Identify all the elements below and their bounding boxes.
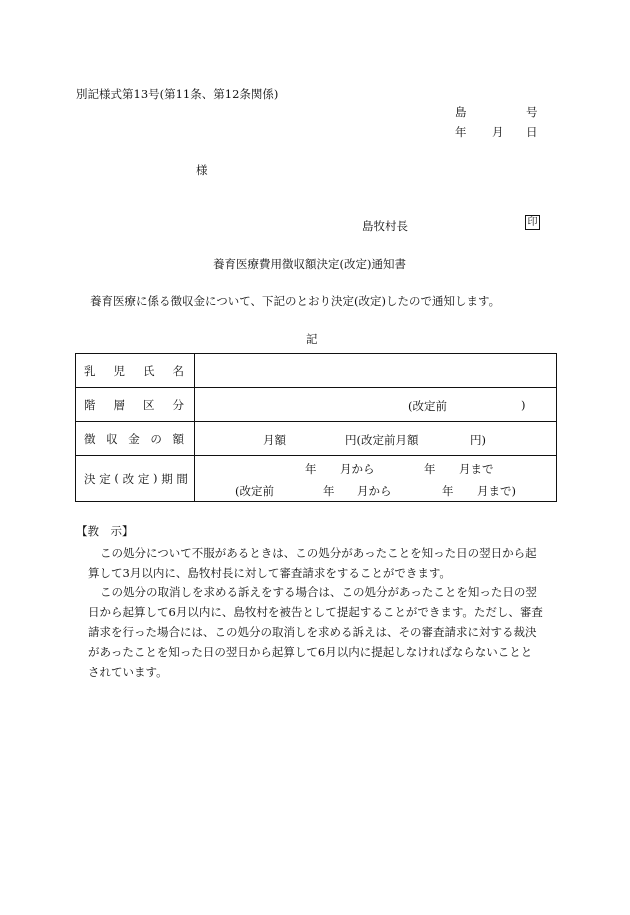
table-row	[76, 388, 557, 422]
label-char: 収	[106, 431, 118, 446]
label-char: )	[153, 470, 158, 485]
label-decision-period	[76, 456, 195, 502]
label-char: (	[114, 470, 119, 485]
notice-line: 日から起算して6月以内に、島牧村を被告として提起することができます。ただし、審査	[88, 605, 543, 619]
document-number-suffix: 号	[526, 105, 538, 119]
notice-paragraph-2	[88, 582, 548, 682]
yen-prev-label: 円(改定前月額	[345, 433, 419, 447]
prev-value-close: )	[521, 398, 526, 412]
label-char: 乳	[84, 363, 96, 378]
period-year: 年	[305, 462, 317, 476]
table-row	[76, 456, 557, 502]
label-char: 定	[137, 471, 150, 486]
period-month-from: 月から	[340, 462, 375, 476]
label-char: 区	[143, 397, 155, 412]
label-char: の	[150, 431, 162, 446]
label-char: 児	[113, 363, 125, 378]
notice-heading: 【教 示】	[76, 524, 134, 538]
label-char: 額	[172, 431, 184, 446]
date-month: 月	[492, 125, 504, 139]
label-char: 改	[122, 471, 135, 486]
value-infant-name	[195, 354, 557, 388]
label-char: 徴	[84, 431, 96, 446]
lead-text: 養育医療に係る徴収金について、下記のとおり決定(改定)したので通知します。	[90, 294, 501, 308]
prev-period-month-to: 月まで)	[477, 484, 516, 498]
label-collection-amount	[76, 422, 195, 456]
ki-heading: 記	[306, 332, 318, 346]
period-year: 年	[424, 462, 436, 476]
label-char: 氏	[143, 363, 155, 378]
value-decision-period	[195, 456, 557, 502]
notice-line: されています。	[88, 665, 168, 679]
yen-close-label: 円)	[470, 433, 486, 447]
prev-period-year: 年	[323, 484, 335, 498]
label-char: 名	[172, 363, 184, 378]
issuer-name: 島牧村長	[362, 219, 408, 233]
notice-line: があったことを知った日の翌日から起算して6月以内に提起しなければならないことと	[88, 645, 533, 659]
label-char: 金	[128, 431, 140, 446]
prev-period-year: 年	[442, 484, 454, 498]
prev-period-month-from: 月から	[357, 484, 392, 498]
notice-line: 請求を行った場合には、この処分の取消しを求める訴えは、その審査請求に対する裁決	[88, 625, 537, 639]
notice-line: この処分の取消しを求める訴えをする場合は、この処分があったことを知った日の翌	[100, 585, 537, 599]
label-char: 期	[161, 471, 173, 486]
label-char: 階	[84, 397, 96, 412]
value-income-bracket	[195, 388, 557, 422]
form-reference: 別記様式第13号(第11条、第12条関係)	[76, 87, 279, 101]
seal-mark: 印	[525, 215, 540, 230]
table-row	[76, 422, 557, 456]
date-year: 年	[455, 125, 467, 139]
label-income-bracket	[76, 388, 195, 422]
details-table	[75, 353, 557, 502]
table-row	[76, 354, 557, 388]
label-char: 決	[84, 471, 96, 486]
addressee-honorific: 様	[196, 163, 208, 177]
prev-value-open: (改定前	[408, 399, 447, 413]
date-day: 日	[526, 125, 538, 139]
document-title: 養育医療費用徴収額決定(改定)通知書	[213, 257, 406, 271]
label-char: 層	[113, 397, 125, 412]
label-char: 間	[176, 471, 188, 486]
label-char: 分	[172, 397, 184, 412]
monthly-label: 月額	[263, 433, 286, 447]
label-infant-name	[76, 354, 195, 388]
label-char: 定	[99, 471, 111, 486]
prev-period-open: (改定前	[235, 484, 274, 498]
notice-paragraph-1: この処分について不服があるときは、この処分があったことを知った日の翌日から起算して3月以内に、島牧村長に対して審査請求をすることができます。	[88, 546, 537, 580]
period-month-to: 月まで	[459, 462, 494, 476]
document-number-prefix: 島	[455, 105, 467, 119]
value-collection-amount	[195, 422, 557, 456]
